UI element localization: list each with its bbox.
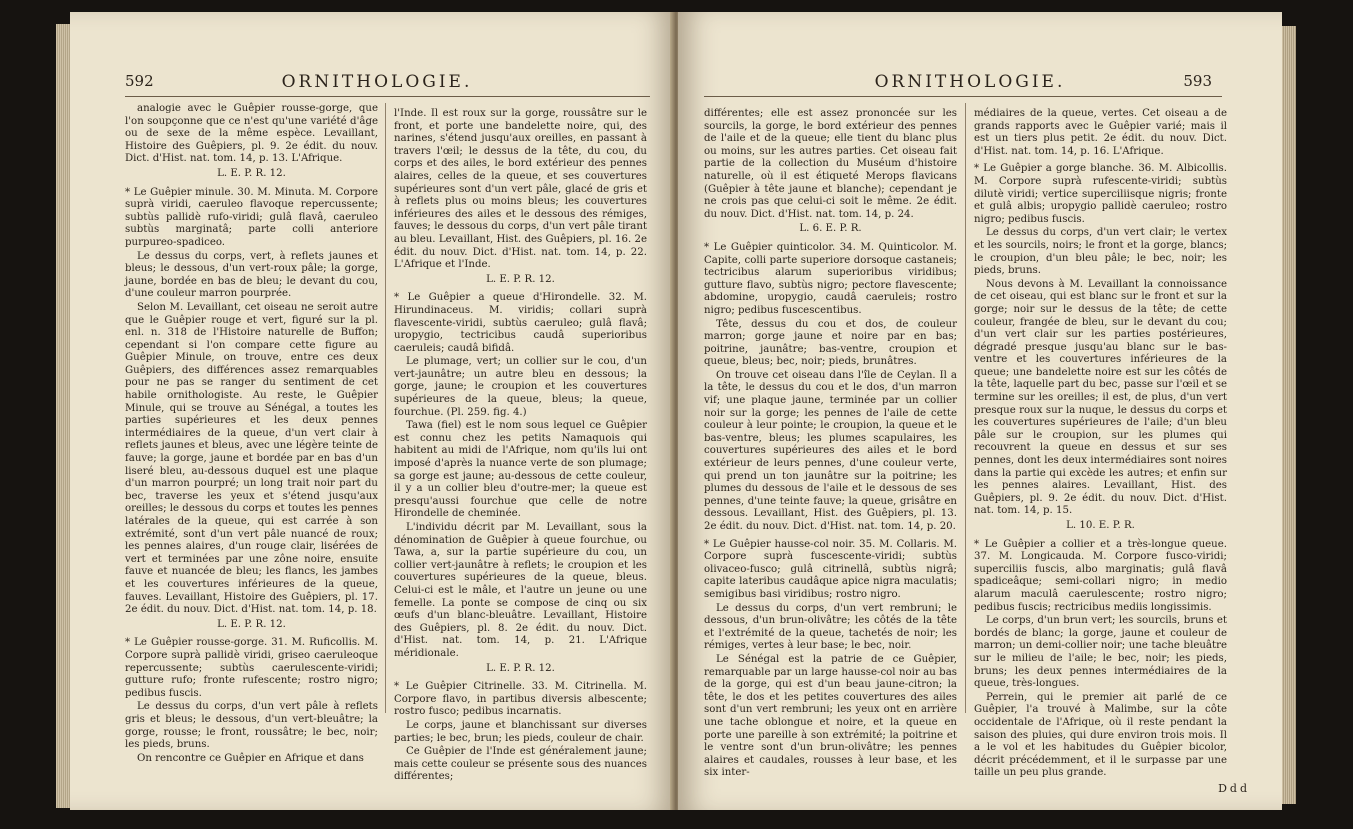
- abbreviation-line: L. 6. E. P. R.: [799, 223, 862, 235]
- page-number: 592: [125, 72, 154, 90]
- paragraph: L'individu décrit par M. Levaillant, sous la dénomination de Guêpier à queue fourchue, ou Tawa, a, sur la partie supérieure du cou, un collier vert-jaunâtre à reflets; le croupion et les couvertures supérieures de la queue, bleus. Celui-ci est le mâle, et l'autre un jeune ou une femelle. La ponte se compose de cinq ou six œufs d'un blanc-bleuâtre. Levaillant, Histoire des Guêpiers, pl. 8. 2e édit. du nouv. Dict. d'Hist. nat. tom. 14, p. 21. L'Afrique méridionale.: [394, 522, 647, 659]
- running-title: ORNITHOLOGIE.: [281, 72, 473, 92]
- text-column-right: [394, 103, 647, 785]
- header-rule: [704, 96, 1222, 97]
- species-entry: différentes; elle est assez prononcée sur les sourcils, la gorge, le bord extérieur des pennes de l'aile et de la queue; elle tient du blanc plus ou moins, sur les autres parties. Cet oiseau fait partie de la collection du Muséum d'histoire naturelle, où il est étiqueté Merops flavicans (Guêpier à tête jaune et blanche); cependant je ne crois pas que celui-ci soit le même. 2e édit. du nouv. Dict. d'Hist. nat. tom. 14, p. 24.: [704, 108, 957, 220]
- text-column-left: [125, 103, 378, 766]
- paragraph: Selon M. Levaillant, cet oiseau ne seroit autre que le Guêpier rouge et vert, figuré sur la pl. enl. n. 318 de l'Histoire naturelle de Buffon; cependant si l'on compare cette figure au Guêpier Minule, on trouve, entre ces deux Guêpiers, des différences assez remarquables pour ne pas se ranger du sentiment de cet habile ornithologiste. Au reste, le Guêpier Minule, qui se trouve au Sénégal, a toutes les parties supérieures et les deux pennes intermédiaires de la queue, d'un vert clair à reflets jaunes et bleus, avec une légère teinte de fauve; la gorge, jaune et bordée par en bas d'un liseré bleu, au-dessous duquel est une plaque d'un marron pourpré; un long trait noir part du bec, traverse les yeux et s'étend jusqu'aux oreilles; le dessous du corps et toutes les pennes latérales de la queue, qui est carrée à son extrémité, sont d'un vert pâle nuancé de roux; les pennes alaires, d'un rouge clair, lisérées de vert et terminées par une zône noire, ensuite fauve et nuancée de bleu; les flancs, les jambes et les couvertures inférieures de la queue, fauves. Levaillant, Histoire des Guêpiers, pl. 17. 2e édit. du nouv. Dict. d'Hist. nat. tom. 14, p. 18.: [125, 301, 378, 616]
- paragraph: Le dessus du corps, vert, à reflets jaunes et bleus; le dessous, d'un vert-roux pâle; la gorge, jaune, bordée en bas de bleu; le devant du cou, d'une couleur marron pourprée.: [125, 250, 378, 300]
- species-entry: * Le Guêpier a gorge blanche. 36. M. Albicollis. M. Corpore suprà rufescente-viridi; subtùs dilutè viridi; vertice superciliisque nigris; fronte et gulâ albis; uropygio pallidè caeruleo; rostro nigro; pedibus fuscis.: [974, 163, 1227, 225]
- right-page-edges: [1282, 26, 1296, 804]
- column-divider: [965, 103, 966, 713]
- species-entry: médiaires de la queue, vertes. Cet oiseau a de grands rapports avec le Guêpier varié; mais il est un tiers plus petit. 2e édit. du nouv. Dict. d'Hist. nat. tom. 14, p. 16. L'Afrique.: [974, 108, 1227, 157]
- paragraph: On trouve cet oiseau dans l'île de Ceylan. Il a la tête, le dessus du cou et le dos, d'un marron vif; une plaque jaune, terminée par un collier noir sur la gorge; les pennes de l'aile de cette couleur à leur pointe; le croupion, la queue et le bas-ventre, bleus; les plumes scapulaires, les couvertures supérieures des ailes et le bord extérieur de leurs pennes, d'une couleur verte, qui prend un ton jaunâtre sur la poitrine; les plumes du dessous de l'aile et le dessous de ses pennes, d'une teinte fauve; la queue, grisâtre en dessous. Levaillant, Hist. des Guêpiers, pl. 13. 2e édit. du nouv. Dict. d'Hist. nat. tom. 14, p. 20.: [704, 369, 957, 532]
- abbreviation-line: L. E. P. R. 12.: [486, 662, 555, 674]
- paragraph: Le corps, d'un brun vert; les sourcils, bruns et bordés de blanc; la gorge, jaune et couleur de marron; un demi-collier noir; une tache bleuâtre sur le milieu de l'aile; le bec, noir; les pieds, bruns; les deux pennes intermédiaires de la queue, très-longues.: [974, 615, 1227, 690]
- species-entry: * Le Guêpier hausse-col noir. 35. M. Collaris. M. Corpore suprà fuscescente-viridi; subtùs olivaceo-fusco; gulâ citrinellâ, subtùs nigrâ; capite lateribus caudâque apice nigra maculatis; semigibus basi viridibus; rostro nigro.: [704, 538, 957, 600]
- paragraph: Le dessus du corps, d'un vert rembruni; le dessous, d'un brun-olivâtre; les côtés de la tête et l'extrémité de la queue, tachetés de noir; les rémiges, vertes à leur base; le bec, noir.: [704, 602, 957, 652]
- paragraph: Tête, dessus du cou et dos, de couleur marron; gorge jaune et noire par en bas; poitrine, jaunâtre; bas-ventre, croupion et queue, bleus; bec, noir; pieds, brunâtres.: [704, 318, 957, 368]
- species-entry: * Le Guêpier a collier et a très-longue queue. 37. M. Longicauda. M. Corpore fusco-viridi; superciliis fuscis, albo marginatis; gulâ flavâ spadiceâque; semi-collari nigro; in medio alarum maculâ caerulescente; rostro nigro; pedibus fuscis; rectricibus mediis longissimis.: [974, 538, 1227, 613]
- right-running-head: [678, 72, 1282, 96]
- paragraph: Le dessus du corps, d'un vert pâle à reflets gris et bleus; le dessous, d'un vert-bleuâtre; la gorge, rousse; le front, roussâtre; le bec, noir; les pieds, bruns.: [125, 701, 378, 751]
- paragraph: Le Sénégal est la patrie de ce Guêpier, remarquable par un large hausse-col noir au bas de la gorge, qui est d'un beau jaune-citron; la tête, le dos et les petites couvertures des ailes sont d'un vert rembruni; les yeux ont en arrière une tache oblongue et noire, et la queue en porte une pareille à son extrémité; la poitrine et le ventre sont d'un brun-olivâtre; les pennes alaires et caudales, rousses à leur base, et les six inter-: [704, 653, 957, 779]
- paragraph: On rencontre ce Guêpier en Afrique et dans: [137, 752, 364, 764]
- species-entry: * Le Guêpier quinticolor. 34. M. Quinticolor. M. Capite, colli parte superiore dorsoque castaneis; tectricibus alarum superioribus viridibus; gutture flavo, subtùs nigro; pectore flavescente; abdomine, uropygio, caudâ caeruleis; rostro nigro; pedibus fuscescentibus.: [704, 241, 957, 316]
- page-number: 593: [1183, 72, 1212, 90]
- left-page-edges: [56, 24, 70, 808]
- text-column-left: [704, 103, 957, 781]
- paragraph: Nous devons à M. Levaillant la connoissance de cet oiseau, qui est blanc sur le front et sur la gorge; noir sur le dessus de la tête; de cette couleur, frangée de bleu, sur le devant du cou; d'un vert clair sur les parties postérieures, dégradé presque jusqu'au blanc sur le bas-ventre et les couvertures inférieures de la queue; une bandelette noire est sur les côtés de la tête, laquelle part du bec, passe sur l'œil et se termine sur les oreilles; il est, de plus, d'un vert presque roux sur la nuque, le dessus du corps et les couvertures supérieures de l'aile; d'un bleu pâle sur le croupion, sur les plumes qui recouvrent la queue en dessus et sur ses pennes, dont les deux intermédiaires sont noires dans la partie qui excède les autres; et enfin sur les pennes alaires. Levaillant, Hist. des Guêpiers, pl. 9. 2e édit. du nouv. Dict. d'Hist. nat. tom. 14, p. 15.: [974, 278, 1227, 517]
- abbreviation-line: L. 10. E. P. R.: [1066, 520, 1135, 531]
- species-entry: * Le Guêpier rousse-gorge. 31. M. Ruficollis. M. Corpore suprà pallidè viridi, griseo caeruleoque repercussente; subtùs caerulescente-viridi; gutture rufo; fronte rufescente; rostro nigro; pedibus fuscis.: [125, 637, 378, 699]
- paragraph: Tawa (fiel) est le nom sous lequel ce Guêpier est connu chez les petits Namaquois qui habitent au midi de l'Afrique, nom qu'ils lui ont imposé d'après la nuance verte de son plumage; sa gorge est jaune; au-dessous de cette couleur, il y a un collier bleu d'outre-mer; la queue est presqu'aussi fourchue que celle de notre Hirondelle de cheminée.: [394, 420, 647, 520]
- abbreviation-line: L. E. P. R. 12.: [217, 618, 286, 630]
- species-entry: * Le Guêpier Citrinelle. 33. M. Citrinella. M. Corpore flavo, in partibus diversis albescente; rostro fusco; pedibus incarnatis.: [394, 681, 647, 718]
- paragraph: Le plumage, vert; un collier sur le cou, d'un vert-jaunâtre; un autre bleu en dessous; la gorge, jaune; le croupion et les couvertures supérieures de la queue, bleus; la queue, fourchue. (Pl. 259. fig. 4.): [394, 356, 647, 418]
- left-running-head: [70, 72, 674, 96]
- running-title: ORNITHOLOGIE.: [874, 72, 1066, 92]
- header-rule: [125, 96, 650, 97]
- text-column-right: [974, 103, 1227, 781]
- column-divider: [385, 103, 386, 713]
- species-entry: * Le Guêpier minule. 30. M. Minuta. M. Corpore suprà viridi, caeruleo flavoque repercussente; subtùs pallidè rufo-viridi; gulâ flavâ, caeruleo subtùs marginatâ; parte colli anteriore purpureo-spadiceo.: [125, 186, 378, 248]
- species-entry: * Le Guêpier a queue d'Hirondelle. 32. M. Hirundinaceus. M. viridis; collari suprà flavescente-viridi, subtùs caeruleo; gulâ flavâ; uropygio, tectricibus caudâ superioribus caeruleis; caudâ bifidâ.: [394, 292, 647, 354]
- paragraph: analogie avec le Guêpier rousse-gorge, que l'on soupçonne que ce n'est qu'une variété d'âge ou de sexe de la même espèce. Levaillant, Histoire des Guêpiers, pl. 9. 2e édit. du nouv. Dict. d'Hist. nat. tom. 14, p. 13. L'Afrique.: [125, 103, 378, 165]
- right-page: [678, 12, 1282, 810]
- signature-mark: Ddd: [1218, 782, 1250, 795]
- abbreviation-line: L. E. P. R. 12.: [217, 167, 286, 179]
- left-page: [70, 12, 674, 810]
- abbreviation-line: L. E. P. R. 12.: [486, 273, 555, 285]
- paragraph: Le dessus du corps, d'un vert clair; le vertex et les sourcils, noirs; le front et la gorge, blancs; le croupion, d'un bleu pâle; le bec, noir; les pieds, bruns.: [974, 227, 1227, 277]
- paragraph: Ce Guêpier de l'Inde est généralement jaune; mais cette couleur se présente sous des nuances différentes;: [394, 746, 647, 783]
- paragraph: Le corps, jaune et blanchissant sur diverses parties; le bec, brun; les pieds, couleur de chair.: [394, 719, 647, 744]
- paragraph: Perrein, qui le premier ait parlé de ce Guêpier, l'a trouvé à Malimbe, sur la côte occidentale de l'Afrique, où il reste pendant la saison des pluies, qui dure environ trois mois. Il a le vol et les habitudes du Guêpier bicolor, décrit précédemment, et il le surpasse par une taille un peu plus grande.: [974, 691, 1227, 779]
- species-entry: l'Inde. Il est roux sur la gorge, roussâtre sur le front, et porte une bandelette noire, qui, des narines, s'étend jusqu'aux oreilles, en passant à travers l'œil; le dessus de la tête, du cou, du corps et des ailes, le bord extérieur des pennes alaires, celles de la queue, et ses couvertures supérieures sont d'un vert pâle, glacé de gris et à reflets plus ou moins bleus; les couvertures inférieures des ailes et le dessous des rémiges, fauves; le dessous du corps, d'un vert pâle tirant au bleu. Levaillant, Hist. des Guêpiers, pl. 16. 2e édit. du nouv. Dict. d'Hist. nat. tom. 14, p. 22. L'Afrique et l'Inde.: [394, 108, 647, 271]
